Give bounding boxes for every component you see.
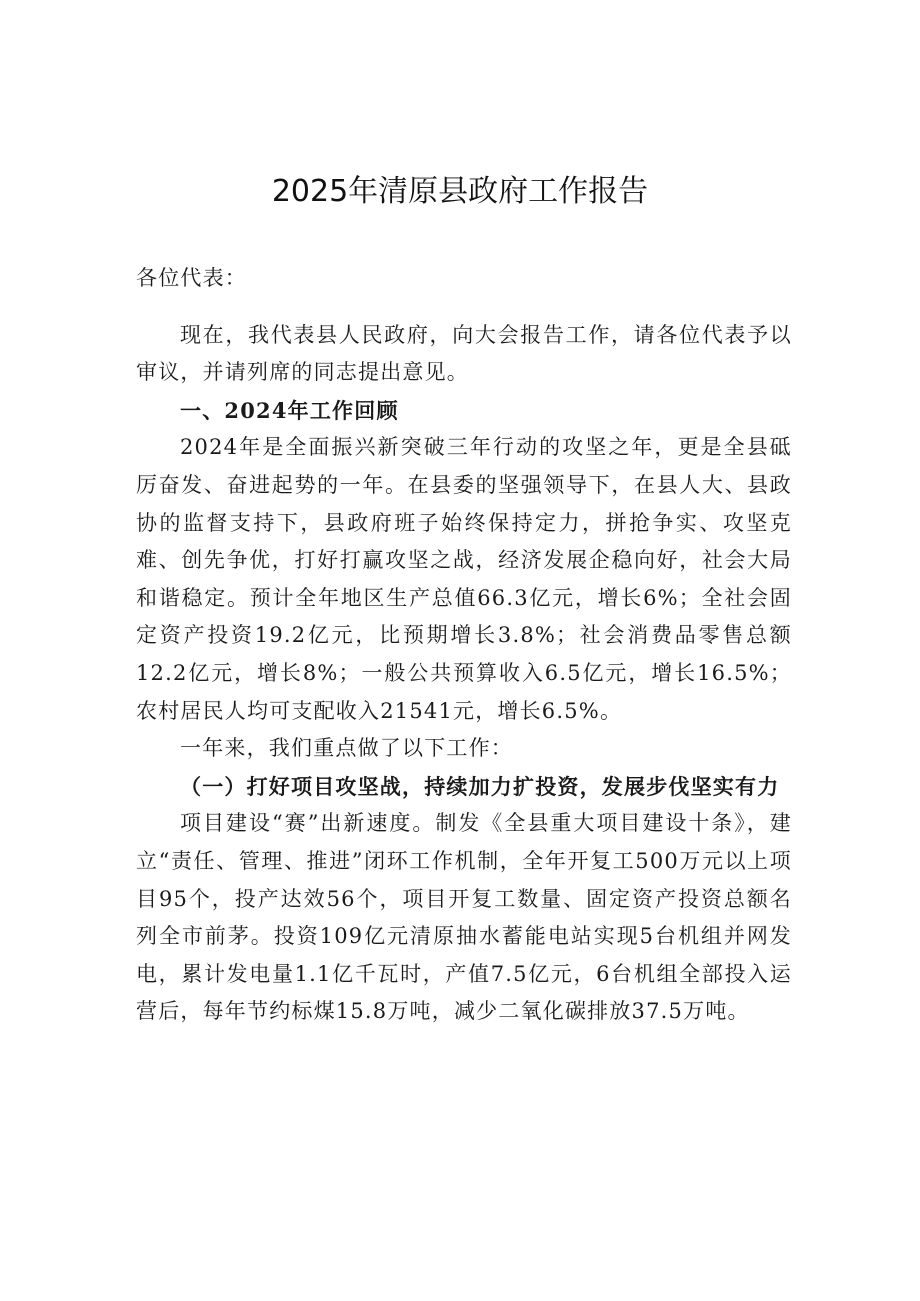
subsection-heading-projects: （一）打好项目攻坚战，持续加力扩投资，发展步伐坚实有力	[180, 773, 780, 799]
document-body	[136, 260, 792, 1031]
overview-paragraph: 2024年是全面振兴新突破三年行动的攻坚之年，更是全县砥厉奋发、奋进起势的一年。在县委的坚强领导下，在县人大、县政协的监督支持下，县政府班子始终保持定力，拼抢争实、攻坚克难、创先争优，打好打赢攻坚之战，经济发展企稳向好，社会大局和谐稳定。预计全年地区生产总值66.3亿元，增长6%；全社会固定资产投资19.2亿元，比预期增长3.8%；社会消费品零售总额12.2亿元，增长8%；一般公共预算收入6.5亿元，增长16.5%；农村居民人均可支配收入21541元，增长6.5%。	[136, 435, 792, 723]
work-intro-paragraph: 一年来，我们重点做了以下工作：	[180, 736, 513, 761]
section-heading-work-review: 一、2024年工作回顾	[180, 397, 399, 423]
salutation: 各位代表：	[136, 266, 247, 290]
intro-paragraph: 现在，我代表县人民政府，向大会报告工作，请各位代表予以审议，并请列席的同志提出意见。	[136, 322, 792, 385]
document-title: 2025年清原县政府工作报告	[271, 174, 649, 209]
project-construction-paragraph: 项目建设“赛”出新速度。制发《全县重大项目建设十条》，建立“责任、管理、推进”闭环工作机制，全年开复工500万元以上项目95个，投产达效56个，项目开复工数量、固定资产投资总额名列全市前茅。投资109亿元清原抽水蓄能电站实现5台机组并网发电，累计发电量1.1亿千瓦时，产值7.5亿元，6台机组全部投入运营后，每年节约标煤15.8万吨，减少二氧化碳排放37.5万吨。	[136, 811, 792, 1024]
